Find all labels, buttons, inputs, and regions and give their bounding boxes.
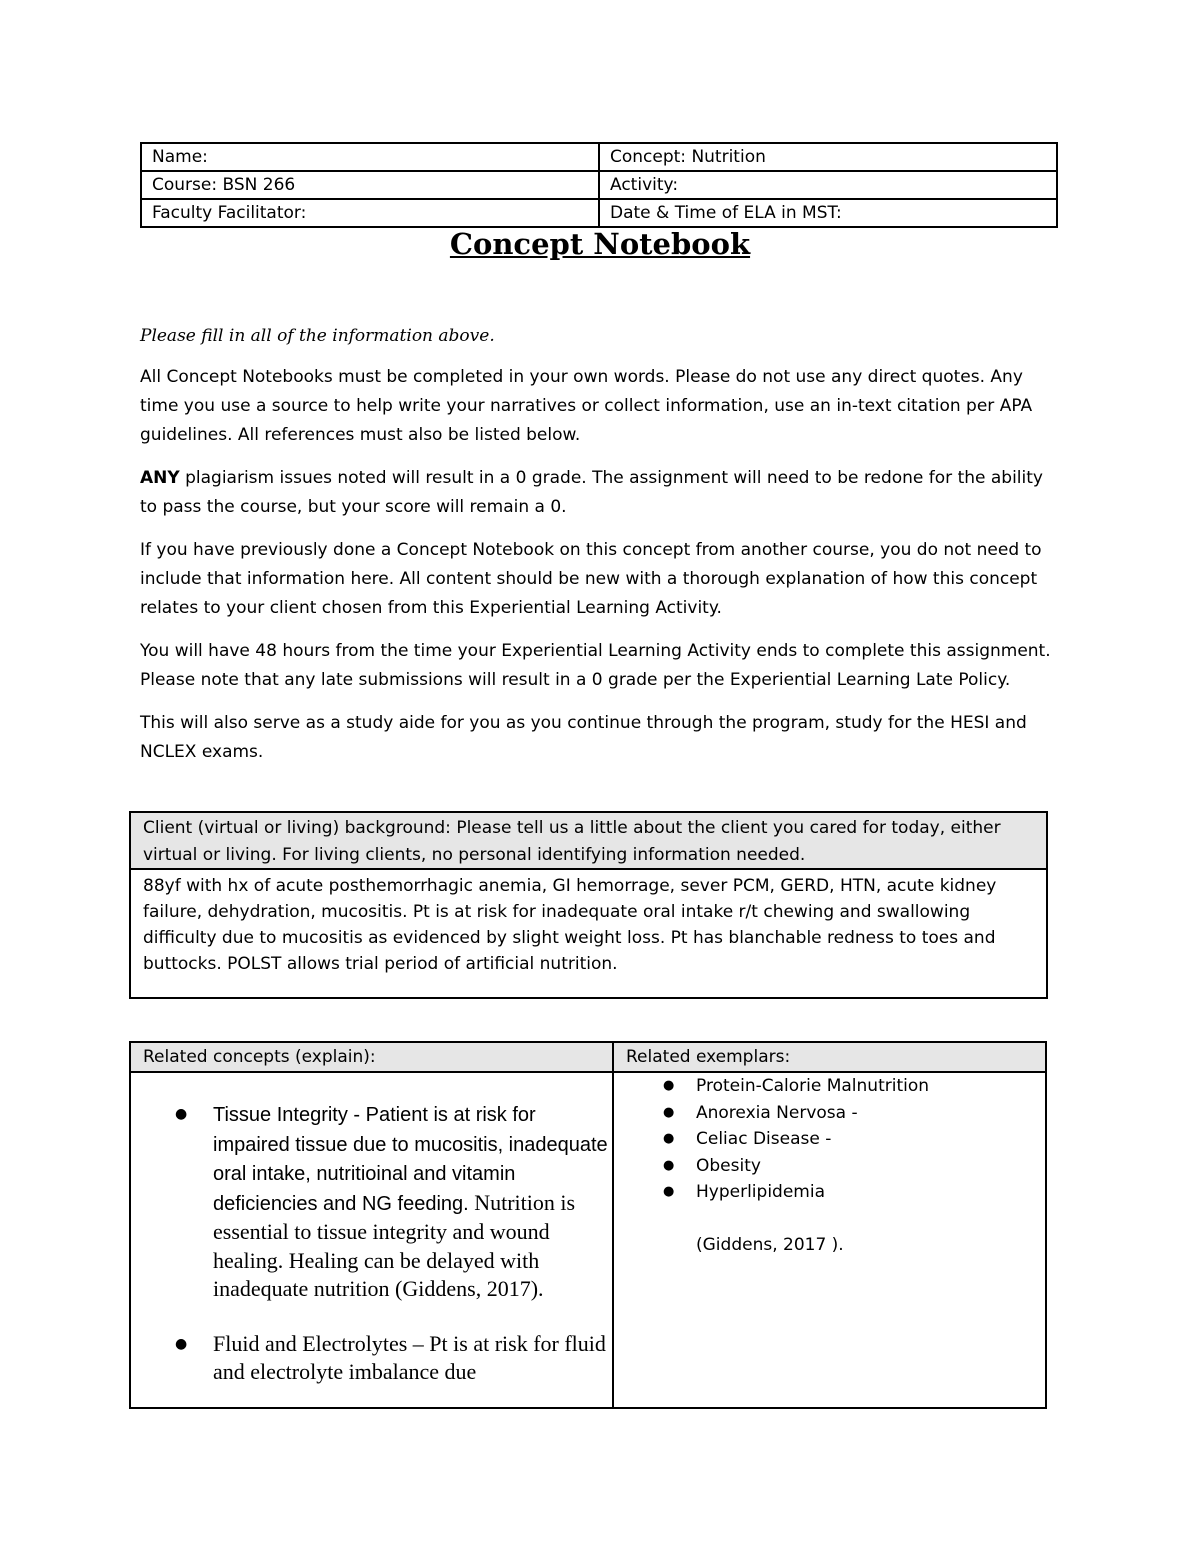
- list-item: ● Protein-Calorie Malnutrition: [696, 1073, 1045, 1100]
- concept-bold-text: Tissue Integrity - Patient is at risk for impaired tissue due to mucositis, inadequate oral intake, nutritioinal and vitamin deficiencies and NG feeding.: [213, 1104, 608, 1215]
- datetime-field[interactable]: Date & Time of ELA in MST:: [599, 199, 1057, 227]
- fill-in-instruction: Please fill in all of the information above.: [140, 326, 495, 346]
- name-field[interactable]: Name:: [141, 143, 599, 171]
- list-item: [213, 1100, 612, 1304]
- list-item: ● Hyperlipidemia: [696, 1179, 1045, 1206]
- plagiarism-paragraph: [140, 464, 1058, 522]
- list-item: ● Anorexia Nervosa -: [696, 1100, 1045, 1127]
- client-background-table: [129, 811, 1048, 999]
- instruction-paragraph: You will have 48 hours from the time your Experiential Learning Activity ends to complete this assignment. Please note that any late submissions will result in a 0 grade per the Experiential Learning Late Policy.: [140, 641, 1051, 690]
- list-item: ● Obesity: [696, 1153, 1045, 1180]
- plagiarism-text: plagiarism issues noted will result in a 0 grade. The assignment will need to be redone for the ability to pass the course, but your score will remain a 0.: [140, 468, 1043, 517]
- course-field[interactable]: Course: BSN 266: [141, 171, 599, 199]
- concepts-list: [131, 1100, 612, 1387]
- exemplars-citation: (Giddens, 2017 ).: [696, 1234, 844, 1255]
- instruction-paragraph: If you have previously done a Concept Notebook on this concept from another course, you do not need to include that information here. All content should be new with a thorough explanation of how this concept relates to your client chosen from this Experiential Learning Activity.: [140, 540, 1042, 618]
- concept-text: Fluid and Electrolytes – Pt is at risk for fluid and electrolyte imbalance due: [213, 1330, 606, 1384]
- concept-field[interactable]: Concept: Nutrition: [599, 143, 1057, 171]
- activity-field[interactable]: Activity:: [599, 171, 1057, 199]
- list-item: [213, 1330, 612, 1387]
- page-title: Concept Notebook: [449, 227, 751, 261]
- instruction-paragraph: This will also serve as a study aide for you as you continue through the program, study for the HESI and NCLEX exams.: [140, 713, 1027, 762]
- client-background-prompt: Client (virtual or living) background: Please tell us a little about the client you cared for today, either virtual or living. For living clients, no personal identifying information needed.: [131, 813, 1046, 870]
- client-background-response[interactable]: 88yf with hx of acute posthemorrhagic anemia, GI hemorrage, sever PCM, GERD, HTN, acute kidney failure, dehydration, mucositis. Pt is at risk for inadequate oral intake r/t chewing and swallowing difficulty due to mucositis as evidenced by slight weight loss. Pt has blanchable redness to toes and buttocks. POLST allows trial period of artificial nutrition.: [143, 876, 997, 974]
- related-exemplars-cell[interactable]: [613, 1072, 1046, 1408]
- exemplars-list: [614, 1073, 1045, 1206]
- list-item: ● Celiac Disease -: [696, 1126, 1045, 1153]
- instruction-paragraph: All Concept Notebooks must be completed in your own words. Please do not use any direct quotes. Any time you use a source to help write your narratives or collect information, use an in-text citation per APA guidelines. All references must also be listed below.: [140, 367, 1033, 445]
- related-exemplars-header: Related exemplars:: [613, 1042, 1046, 1072]
- facilitator-field[interactable]: Faculty Facilitator:: [141, 199, 599, 227]
- instructions: [140, 322, 1058, 781]
- related-concepts-cell[interactable]: [130, 1072, 613, 1408]
- emphasis-any: ANY: [140, 468, 180, 488]
- header-info-table: [140, 142, 1058, 228]
- related-table: [129, 1041, 1047, 1409]
- related-concepts-header: Related concepts (explain):: [130, 1042, 613, 1072]
- concept-text: Nutrition is essential to tissue integrity and wound healing. Healing can be delayed with inadequate nutrition (Giddens, 2017).: [213, 1189, 576, 1301]
